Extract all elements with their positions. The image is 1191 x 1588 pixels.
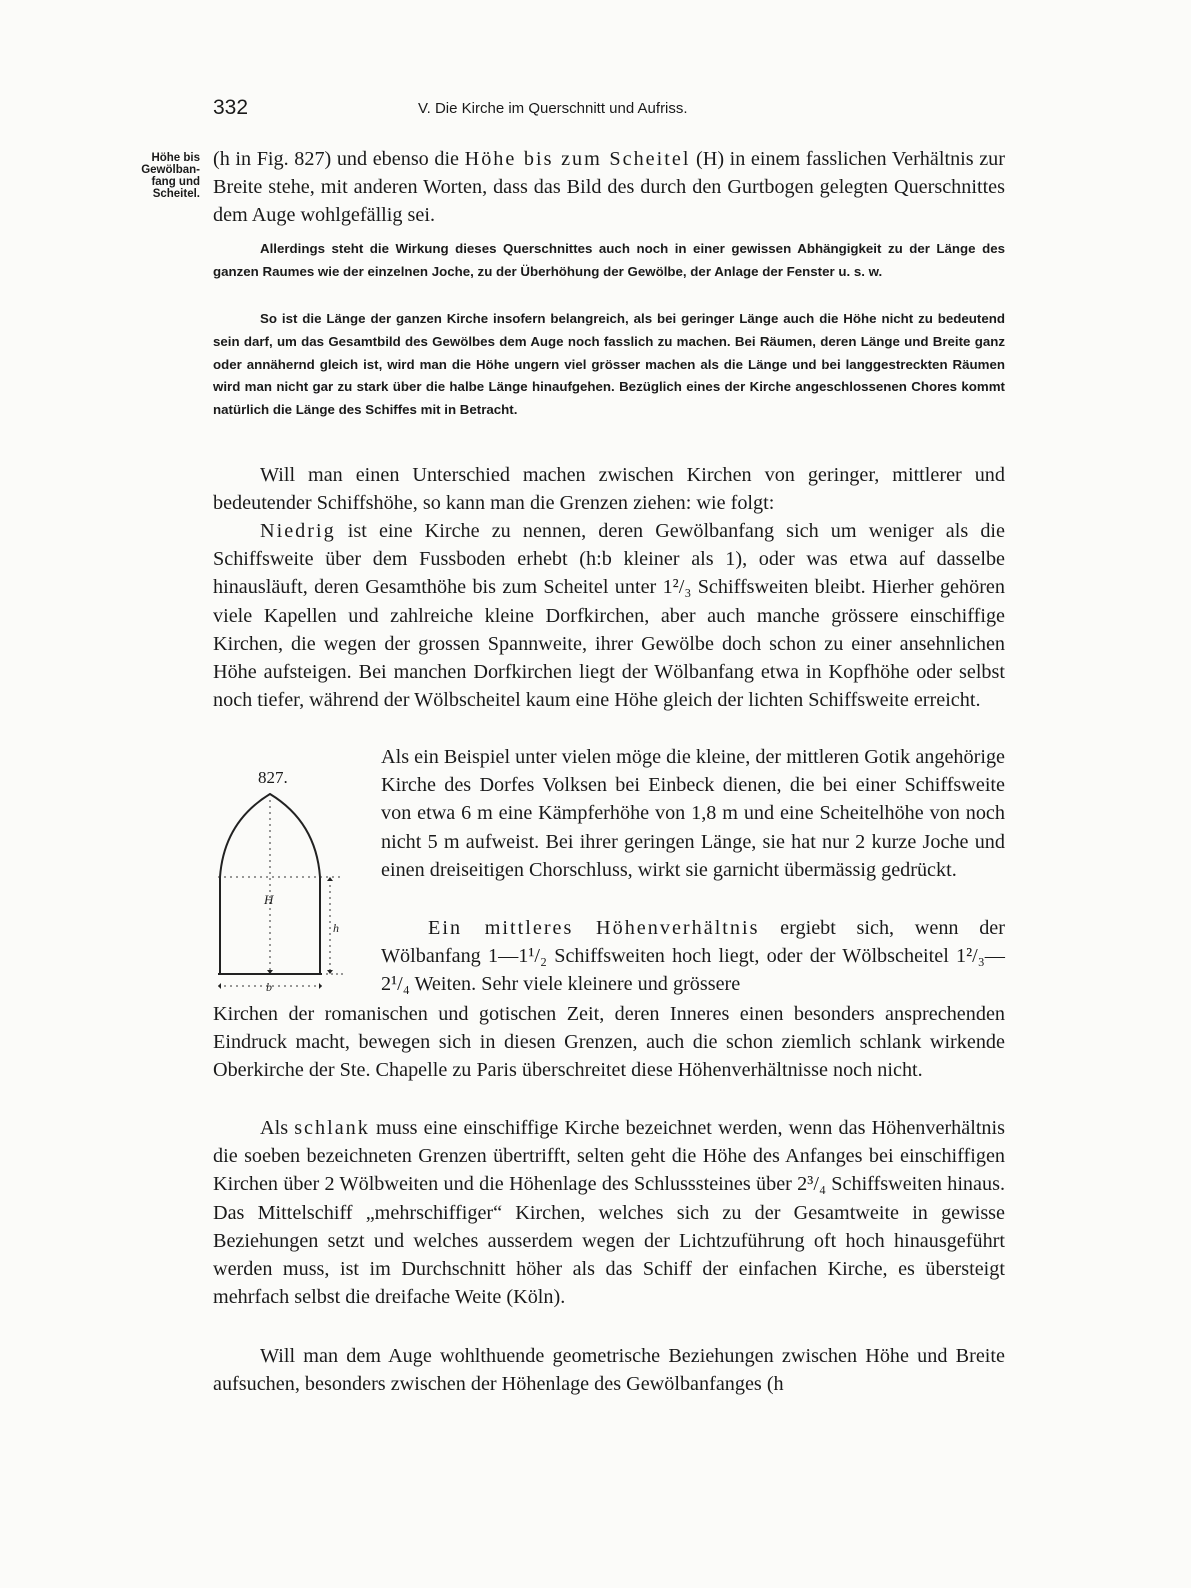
label-H: H — [264, 892, 274, 907]
page-number: 332 — [213, 96, 249, 119]
margin-note-line: Scheitel. — [152, 188, 200, 200]
note-2: So ist die Länge der ganzen Kirche insofern belangreich, als bei geringer Länge auch die Höhe nicht zu bedeutend sein darf, um das Gesamtbild des Gewölbes dem Auge noch fasslich zu machen. Bei Räumen, deren Länge und Breite ganz oder annähernd gleich ist, wird man die Höhe ungern viel grösser machen als die Länge und bei langgestreckten Räumen wird man nicht gar zu stark über die halbe Länge hinaufgehen. Bezüglich eines der Kirche angeschlossenen Chores kommt natürlich die Länge des Schiffes mit in Betracht. — [213, 311, 1005, 418]
p2-text: Will man einen Unterschied machen zwischen Kirchen von geringer, mittlerer und bedeutender Schiffshöhe, so kann man die Grenzen ziehen: wie folgt: — [213, 464, 1005, 515]
p4-text-a: ergiebt sich, wenn der Wölbanfang 1—1¹/₂ Schiffsweiten hoch liegt, oder der Wölbscheitel 1²/₃—2¹/₄ Weiten. Sehr viele kleinere und grössere — [381, 917, 1005, 996]
margin-note-line: fang und — [151, 176, 200, 188]
margin-note — [118, 152, 200, 200]
paragraph-4-wrap — [381, 914, 1005, 999]
vault-cross-section-diagram — [218, 792, 346, 1002]
p4-emphasis: Ein mittleres Höhenverhältnis — [428, 917, 760, 939]
p5-emphasis: schlank — [294, 1117, 370, 1139]
paragraph-1 — [213, 145, 1005, 230]
running-title: V. Die Kirche im Querschnitt und Aufriss. — [418, 100, 688, 117]
figure-827 — [218, 768, 346, 1000]
figure-number: 827. — [258, 768, 288, 787]
paragraph-5 — [213, 1114, 1005, 1311]
p6-text: Will man dem Auge wohlthuende geometrische Beziehungen zwischen Höhe und Breite aufsuchen, besonders zwischen der Höhenlage des Gewölbanfanges (h — [213, 1345, 1005, 1396]
note-1: Allerdings steht die Wirkung dieses Querschnittes auch noch in einer gewissen Abhängigkeit zu der Länge des ganzen Raumes wie der einzelnen Joche, zu der Überhöhung der Gewölbe, der Anlage der Fenster u. s. w. — [213, 241, 1005, 279]
p4-text-b: Kirchen der romanischen und gotischen Zeit, deren Inneres einen besonders ansprechenden Eindruck macht, bewegen sich in diesen Grenzen, auch die schon ziemlich schlank wirkende Oberkirche der Ste. Chapelle zu Paris überschreitet diese Höhenverhältnisse noch nicht. — [213, 1003, 1005, 1082]
paragraph-3 — [213, 517, 1005, 714]
arrowhead — [327, 877, 333, 881]
p3-text-a: ist eine Kirche zu nennen, deren Gewölbanfang sich um weniger als die Schiffsweite über dem Fussboden erhebt (h:b kleiner als 1), oder was etwa auf dasselbe hinausläuft, deren Gesamthöhe bis zum Scheitel unter 1²/₃ Schiffsweiten bleibt. Hierher gehören viele Kapellen und zahlreiche kleine Dorfkirchen, aber auch manche grössere einschiffige Kirchen, die wegen der grossen Spannweite, ihrer Gewölbe doch schon zu einer ansehnlichen Höhe aufsteigen. Bei manchen Dorfkirchen liegt der Wölbanfang etwa in Kopfhöhe oder selbst noch tiefer, während der Wölbscheitel kaum eine Höhe gleich der lichten Schiffsweite erreicht. — [213, 520, 1005, 712]
label-h: h — [333, 921, 339, 935]
p5-text-a: Als — [260, 1117, 295, 1139]
p1-emphasis: Höhe bis zum Scheitel — [464, 148, 691, 170]
margin-note-line: Gewölban- — [141, 164, 200, 176]
arrowhead — [327, 970, 333, 974]
margin-note-line: Höhe bis — [151, 152, 200, 164]
paragraph-2 — [213, 461, 1005, 517]
p1-text-b: (H) in einem fasslichen Verhältnis zur Breite stehe, mit anderen Worten, dass das Bild des durch den Gurtbogen gelegten Querschnittes dem Auge wohlgefällig sei. — [213, 148, 1005, 227]
paragraph-4 — [213, 1000, 1005, 1085]
footnote-2 — [213, 308, 1005, 422]
arrowhead — [319, 983, 322, 989]
arrowhead — [218, 983, 221, 989]
label-b: b — [266, 980, 272, 994]
p3-wrap-text: Als ein Beispiel unter vielen möge die kleine, der mittleren Gotik angehörige Kirche des Dorfes Volksen bei Einbeck dienen, die bei einer Schiffsweite von etwa 6 m eine Kämpferhöhe von 1,8 m und eine Scheitelhöhe von noch nicht 5 m aufweist. Bei ihrer geringen Länge, sie hat nur 2 kurze Joche und einen dreiseitigen Chorschluss, wirkt sie garnicht übermässig gedrückt. — [381, 746, 1005, 881]
paragraph-3-wrap — [381, 743, 1005, 884]
paragraph-6 — [213, 1342, 1005, 1398]
p5-text-b: muss eine einschiffige Kirche bezeichnet werden, wenn das Höhenverhältnis die soeben bezeichneten Grenzen übertrifft, selten geht die Höhe des Anfanges bei einschiffigen Kirchen über 2 Wölbweiten und die Höhenlage des Schlusssteines über 2³/₄ Schiffsweiten hinaus. Das Mittelschiff „mehrschiffiger“ Kirchen, welches sich zu der Gesamtweite in gewisse Beziehungen setzt und welches ausserdem wegen der Lichtzuführung oft hoch hinausgeführt werden muss, ist im Durchschnitt höher als das Schiff der einfachen Kirche, es übersteigt mehrfach selbst die dreifache Weite (Köln). — [213, 1117, 1005, 1309]
p1-text-a: (h in Fig. 827) und ebenso die — [213, 148, 465, 170]
page-header — [213, 96, 1005, 126]
footnote-1 — [213, 238, 1005, 284]
p3-emphasis: Niedrig — [260, 520, 336, 542]
